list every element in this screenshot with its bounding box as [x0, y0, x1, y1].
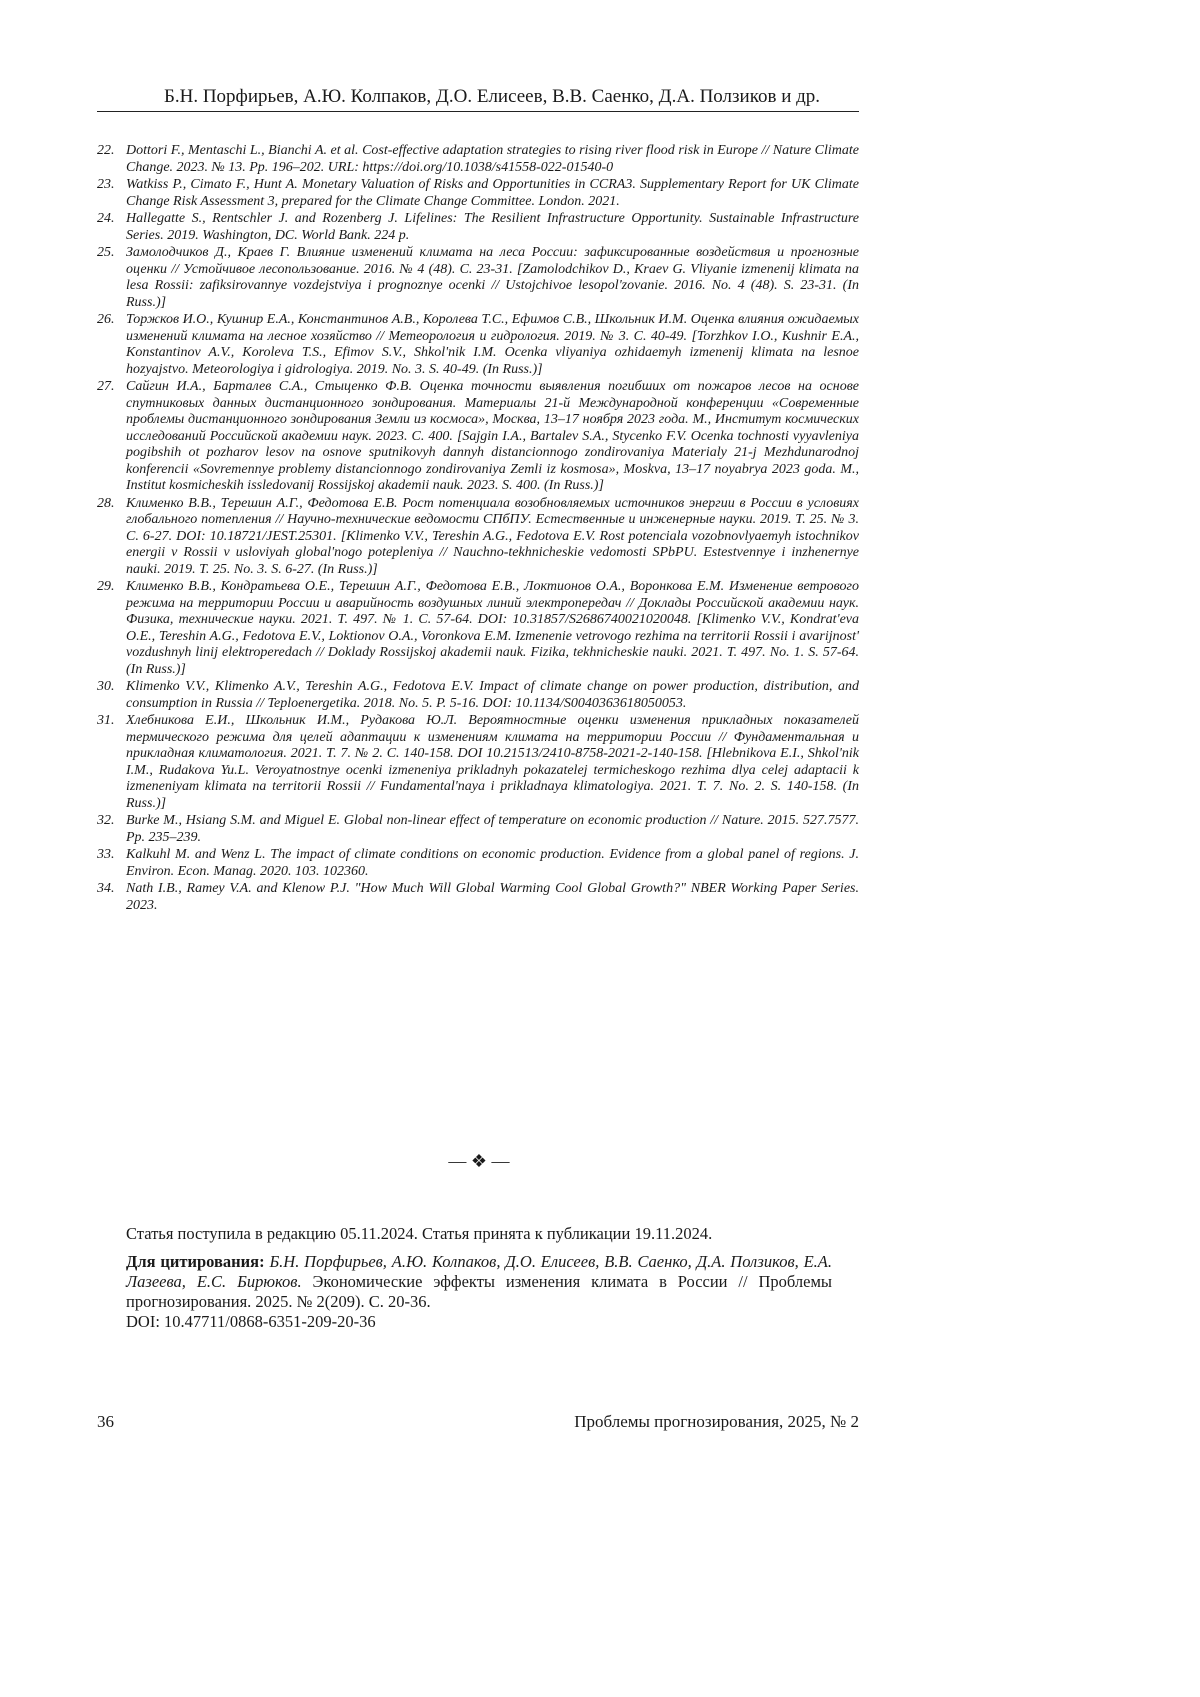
reference-item — [97, 679, 859, 712]
citation-block — [126, 1252, 832, 1332]
reference-item — [97, 713, 859, 812]
citation-label: Для цитирования: — [126, 1252, 265, 1271]
reference-item — [97, 579, 859, 678]
reference-text: Сайгин И.А., Барталев С.А., Стыценко Ф.В. Оценка точности выявления погибших от пожаров лесов на основе спутниковых данных дистанционного зондирования. Материалы 21-й Международной конференции «Современные проблемы дистанционного зондирования Земли из космоса», Москва, 13–17 ноября 2023 года. М., Институт космических исследований Российской академии наук. 2023. С. 400. [Sajgin I.A., Bartalev S.A., Stycenko F.V. Ocenka tochnosti vyyavleniya pogibshih ot pozharov lesov na osnove sputnikovyh dannyh distancionnogo zondirovaniya Materialy 21-j Mezhdunarodnoj konferencii «Sovremennye problemy distancionnogo zondirovaniya Zemli iz kosmosa», Moskva, 13–17 noyabrya 2023 goda. M., Institut kosmicheskih issledovanij Rossijskoj akademii nauk. 2023. S. 400. (In Russ.)] — [126, 379, 859, 493]
reference-text: Замолодчиков Д., Краев Г. Влияние изменений климата на леса России: зафиксированные воздействия и прогнозные оценки // Устойчивое лесопользование. 2016. № 4 (48). С. 23-31. [Zamolodchikov D., Kraev G. Vliyanie izmenenij klimata na lesa Rossii: zafiksirovannye vozdejstviya i prognoznye ocenki // Ustojchivoe lesopol'zovanie. 2016. No. 4 (48). S. 23-31. (In Russ.)] — [126, 245, 859, 310]
reference-number: 22. — [97, 143, 115, 158]
reference-text: Nath I.B., Ramey V.A. and Klenow P.J. "How Much Will Global Warming Cool Global Growth?" NBER Working Paper Series. 2023. — [126, 881, 859, 913]
citation-authors: Б.Н. Порфирьев, А.Ю. Колпаков, Д.О. Елисеев, В.В. Саенко, Д.А. Ползиков, Е.А. Лазеева, Е.С. Бирюков. — [126, 1252, 832, 1291]
reference-item — [97, 143, 859, 176]
reference-item — [97, 496, 859, 579]
reference-number: 24. — [97, 211, 115, 226]
reference-number: 26. — [97, 312, 115, 327]
reference-item — [97, 847, 859, 880]
section-separator: — ❖ — — [448, 1151, 510, 1171]
header-rule — [97, 111, 859, 112]
reference-item — [97, 177, 859, 210]
reference-text: Burke M., Hsiang S.M. and Miguel E. Global non-linear effect of temperature on economic production // Nature. 2015. 527.7577. Pp. 235–239. — [126, 813, 859, 845]
reference-list — [97, 143, 859, 915]
reference-text: Hallegatte S., Rentschler J. and Rozenberg J. Lifelines: The Resilient Infrastructure Opportunity. Sustainable Infrastructure Series. 2019. Washington, DC. World Bank. 224 p. — [126, 211, 859, 243]
reference-item — [97, 813, 859, 846]
reference-number: 23. — [97, 177, 115, 192]
reference-text: Watkiss P., Cimato F., Hunt A. Monetary Valuation of Risks and Opportunities in CCRA3. Supplementary Report for UK Climate Change Risk Assessment 3, prepared for the Climate Change Committee. London. 2021. — [126, 177, 859, 209]
reference-item — [97, 245, 859, 311]
journal-footer: Проблемы прогнозирования, 2025, № 2 — [574, 1412, 859, 1431]
reference-text: Klimenko V.V., Klimenko A.V., Tereshin A.G., Fedotova E.V. Impact of climate change on power production, distribution, and consumption in Russia // Teploenergetika. 2018. No. 5. P. 5-16. DOI: 10.1134/S0040363618050053. — [126, 679, 859, 711]
reference-number: 30. — [97, 679, 115, 694]
reference-number: 34. — [97, 881, 115, 896]
reference-number: 27. — [97, 379, 115, 394]
reference-number: 28. — [97, 495, 115, 511]
reference-number: 33. — [97, 847, 115, 862]
citation-doi: DOI: 10.47711/0868-6351-209-20-36 — [126, 1312, 376, 1331]
reference-number: 25. — [97, 245, 115, 260]
reference-number: 29. — [97, 579, 115, 594]
reference-text: Клименко В.В., Кондратьева О.Е., Терешин А.Г., Федотова Е.В., Локтионов О.А., Воронкова Е.М. Изменение ветрового режима на территории России и аварийность воздушных линий электропередач // Доклады Российской академии наук. Физика, технические науки. 2021. Т. 497. № 1. С. 57-64. DOI: 10.31857/S2686740021020048. [Klimenko V.V., Kondrat'eva O.E., Tereshin A.G., Fedotova E.V., Loktionov O.A., Voronkova E.M. Izmenenie vetrovogo rezhima na territorii Rossii i avarijnost' vozdushnyh linij elektroperedach // Doklady Rossijskoj akademii nauk. Fizika, tekhnicheskie nauki. 2021. T. 497. No. 1. S. 57-64. (In Russ.)] — [126, 579, 859, 677]
reference-item — [97, 379, 859, 495]
reference-number: 31. — [97, 713, 115, 728]
reference-item — [97, 211, 859, 244]
reference-text: Dottori F., Mentaschi L., Bianchi A. et al. Cost-effective adaptation strategies to rising river flood risk in Europe // Nature Climate Change. 2023. № 13. Pp. 196–202. URL: https://doi.org/10.1038/s41558-022-01540-0 — [126, 143, 859, 175]
reference-text: Kalkuhl M. and Wenz L. The impact of climate conditions on economic production. Evidence from a global panel of regions. J. Environ. Econ. Manag. 2020. 103. 102360. — [126, 847, 859, 879]
page-number: 36 — [97, 1412, 114, 1431]
reference-item — [97, 312, 859, 378]
received-date-line: Статья поступила в редакцию 05.11.2024. Статья принята к публикации 19.11.2024. — [126, 1224, 713, 1243]
running-head-authors: Б.Н. Порфирьев, А.Ю. Колпаков, Д.О. Елисеев, В.В. Саенко, Д.А. Ползиков и др. — [163, 86, 821, 107]
reference-item — [97, 881, 859, 914]
reference-text: Хлебникова Е.И., Школьник И.М., Рудакова Ю.Л. Вероятностные оценки изменения прикладных показателей термического режима для целей адаптации к изменениям климата на территории России // Фундаментальная и прикладная климатология. 2021. Т. 7. № 2. С. 140-158. DOI 10.21513/2410-8758-2021-2-140-158. [Hlebnikova E.I., Shkol'nik I.M., Rudakova Yu.L. Veroyatnostnye ocenki izmeneniya prikladnyh pokazatelej termicheskogo rezhima dlya celej adaptacii k izmeneniyam klimata na territorii Rossii // Fundamental'naya i prikladnaya klimatologiya. 2021. T. 7. No. 2. S. 140-158. (In Russ.)] — [126, 713, 859, 811]
citation-title-source: Экономические эффекты изменения климата в России // Проблемы прогнозирования. 2025. № 2(209). С. 20-36. — [126, 1272, 832, 1311]
reference-number: 32. — [97, 813, 115, 828]
reference-text: Клименко В.В., Терешин А.Г., Федотова Е.В. Рост потенциала возобновляемых источников энергии в России в условиях глобального потепления // Научно-технические ведомости СПбПУ. Естественные и инженерные науки. 2019. Т. 25. № 3. С. 6-27. DOI: 10.18721/JEST.25301. [Klimenko V.V., Tereshin A.G., Fedotova E.V. Rost potenciala vozobnovlyaemyh istochnikov energii v Rossii v usloviyah global'nogo potepleniya // Nauchno-tekhnicheskie vedomosti SPbPU. Estestvennye i inzhenernye nauki. 2019. T. 25. No. 3. S. 6-27. (In Russ.)] — [126, 495, 859, 577]
reference-text: Торжков И.О., Кушнир Е.А., Константинов А.В., Королева Т.С., Ефимов С.В., Школьник И.М. Оценка влияния ожидаемых изменений климата на лесное хозяйство // Метеорология и гидрология. 2019. № 3. С. 40-49. [Torzhkov I.O., Kushnir E.A., Konstantinov A.V., Koroleva T.S., Efimov S.V., Shkol'nik I.M. Ocenka vliyaniya ozhidaemyh izmenenij klimata na lesnoe hozyajstvo. Meteorologiya i gidrologiya. 2019. No. 3. S. 40-49. (In Russ.)] — [126, 312, 859, 377]
